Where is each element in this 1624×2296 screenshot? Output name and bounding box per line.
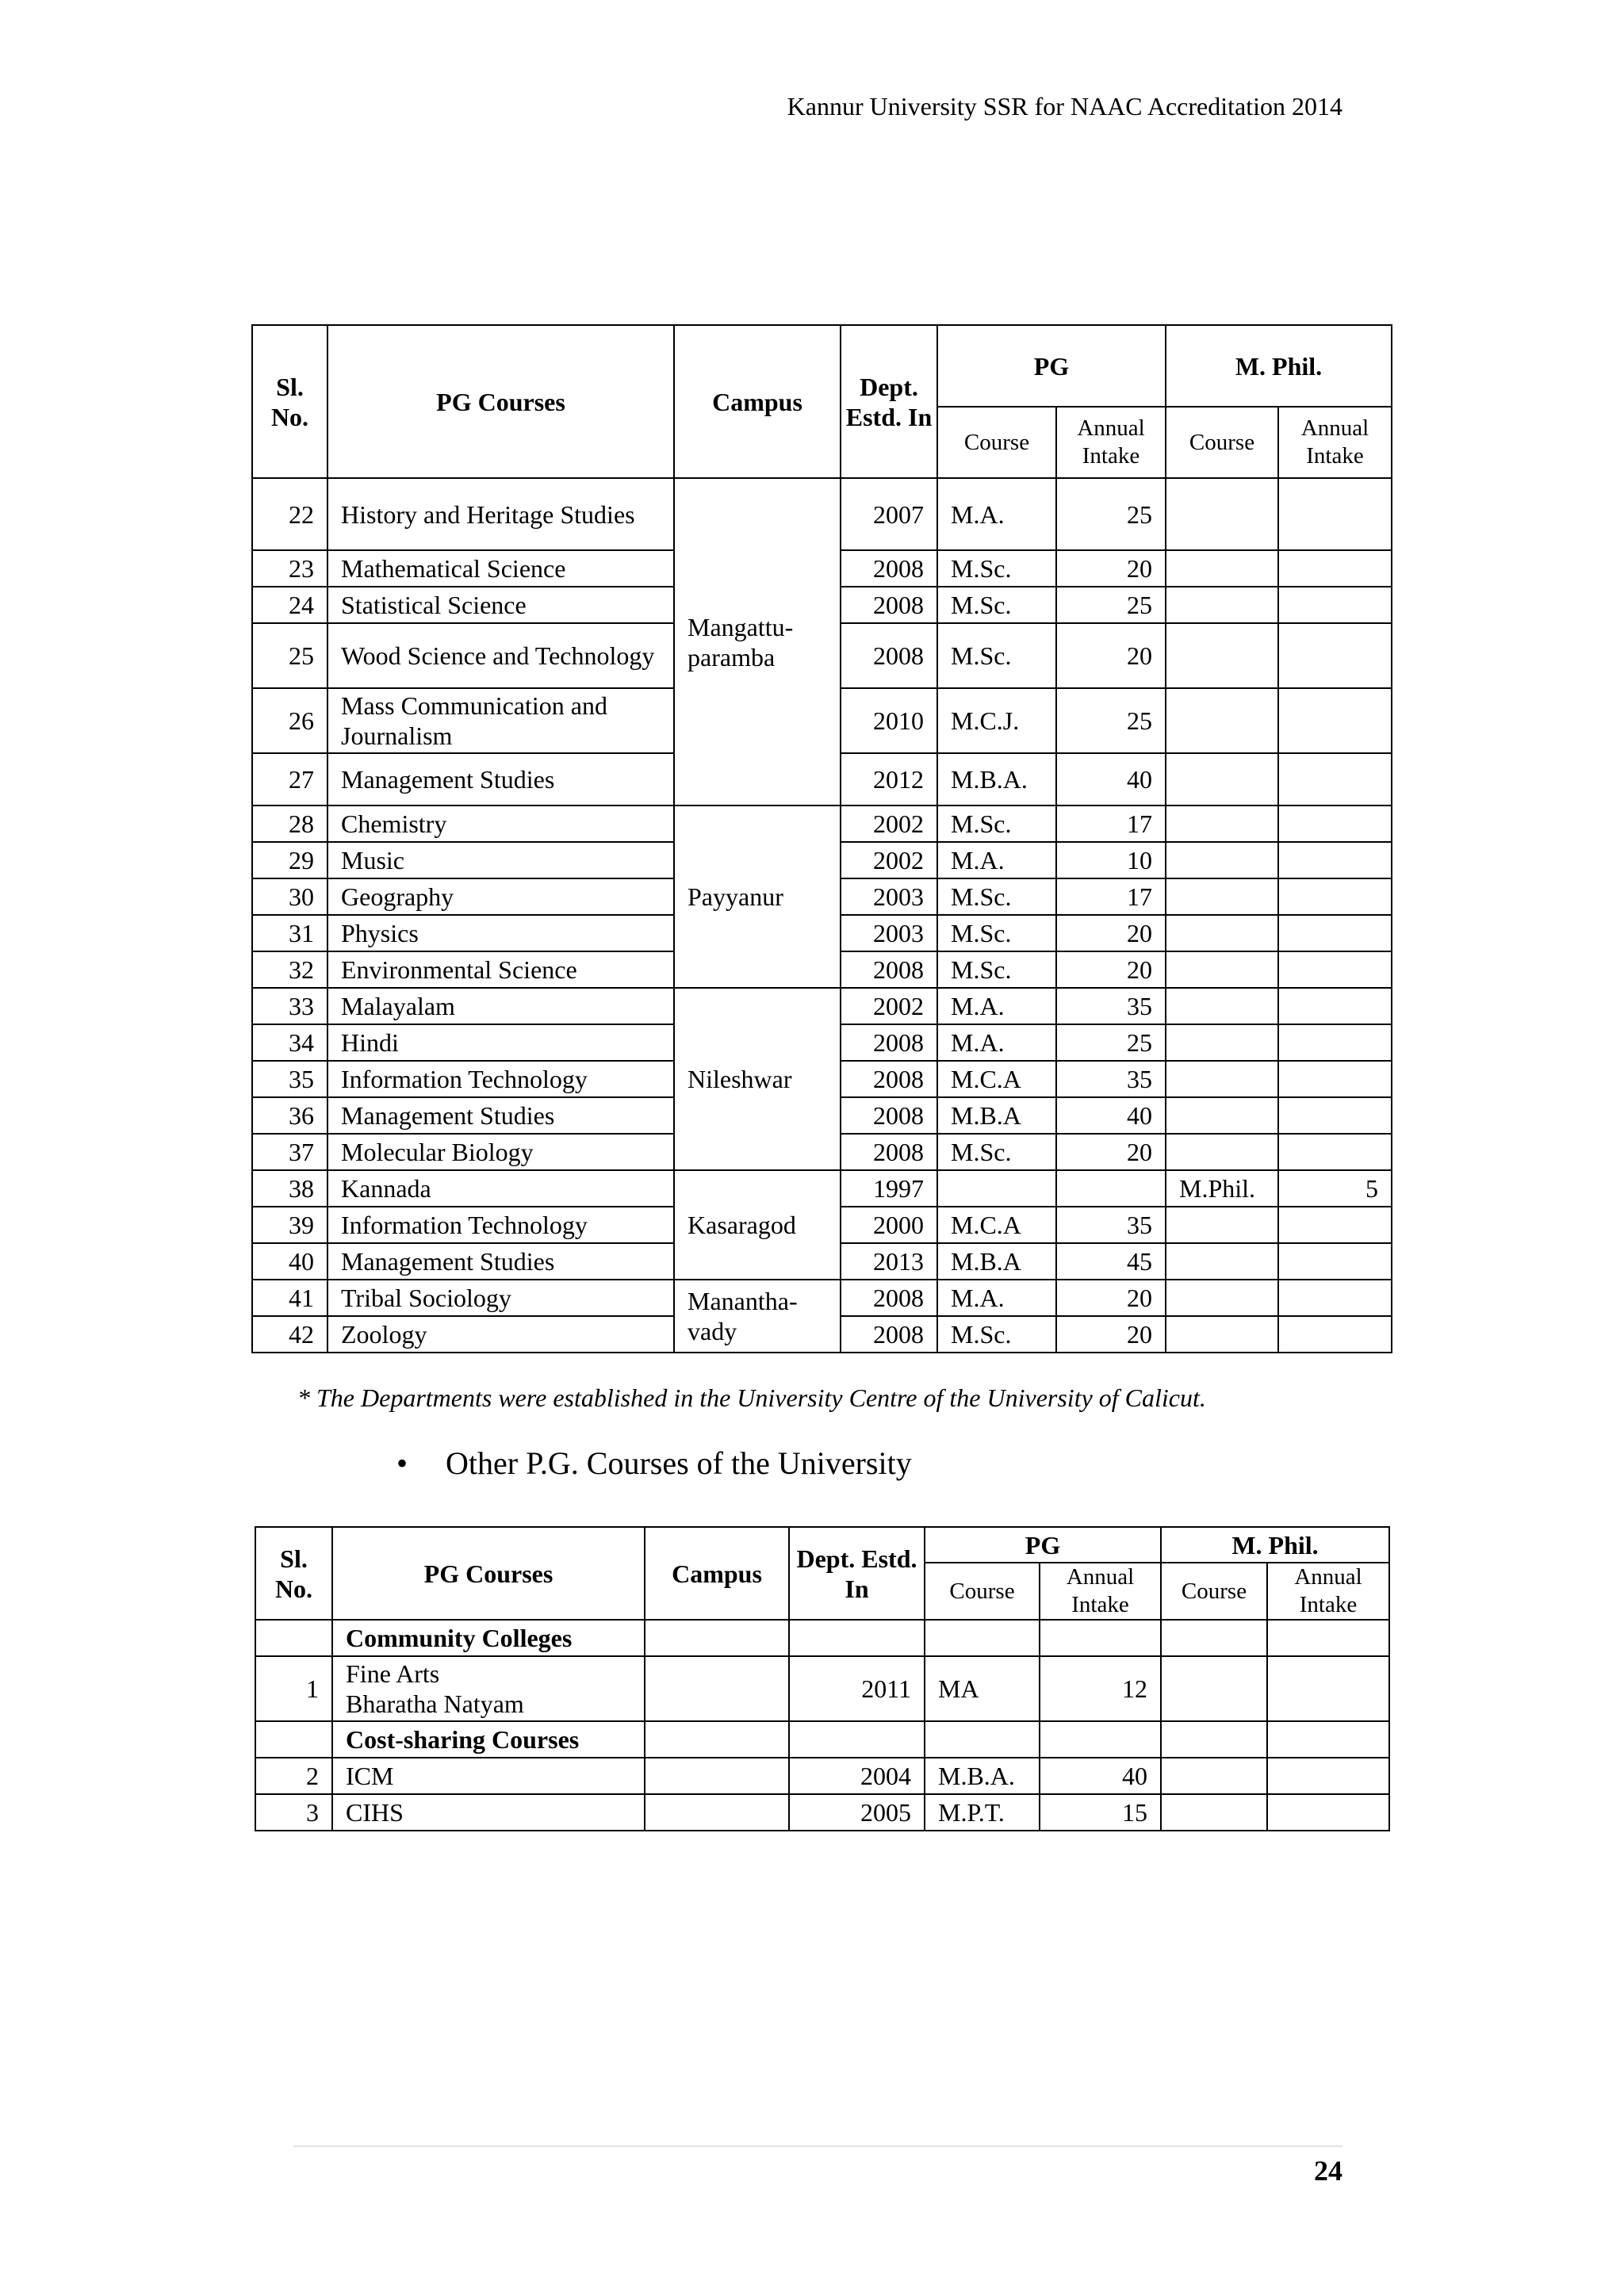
sl-no-cell: 38 xyxy=(252,1170,327,1207)
course-name-cell: Wood Science and Technology xyxy=(327,623,674,688)
header-dept-estd: Dept. Estd. In xyxy=(789,1527,925,1620)
course-name-cell: Fine Arts Bharatha Natyam xyxy=(332,1656,645,1721)
header-pg-courses: PG Courses xyxy=(327,325,674,478)
mphil-course-cell xyxy=(1166,951,1278,988)
campus-cell: Nileshwar xyxy=(674,988,841,1170)
pg-intake-cell: 20 xyxy=(1056,550,1166,587)
year-cell: 2011 xyxy=(789,1656,925,1721)
table-row xyxy=(252,1170,1392,1207)
year-cell: 2008 xyxy=(841,1024,937,1061)
sl-no-cell: 35 xyxy=(252,1061,327,1097)
course-name-cell: Hindi xyxy=(327,1024,674,1061)
page-number: 24 xyxy=(1314,2155,1342,2187)
course-name-cell: History and Heritage Studies xyxy=(327,478,674,550)
header-sl-no: Sl. No. xyxy=(252,325,327,478)
mphil-intake-cell xyxy=(1278,1097,1392,1134)
mphil-intake-cell xyxy=(1278,550,1392,587)
pg-intake-cell: 20 xyxy=(1056,951,1166,988)
mphil-intake-cell xyxy=(1278,1207,1392,1243)
header-campus: Campus xyxy=(674,325,841,478)
pg-course-cell: M.Sc. xyxy=(937,951,1056,988)
section-row xyxy=(255,1620,1389,1656)
mphil-course-cell xyxy=(1166,623,1278,688)
mphil-intake-cell xyxy=(1278,1280,1392,1316)
mphil-intake-cell xyxy=(1278,623,1392,688)
pg-intake-cell: 20 xyxy=(1056,1134,1166,1170)
mphil-course-cell xyxy=(1166,842,1278,878)
pg-course-cell: M.Sc. xyxy=(937,915,1056,951)
year-cell: 2010 xyxy=(841,688,937,753)
mphil-intake-cell xyxy=(1278,951,1392,988)
header-pg-course: Course xyxy=(937,407,1056,478)
pg-course-cell: M.A. xyxy=(937,478,1056,550)
pg-course-cell: M.A. xyxy=(937,1280,1056,1316)
header-pg-annual-intake: Annual Intake xyxy=(1040,1563,1161,1620)
year-cell: 2002 xyxy=(841,988,937,1024)
header-mphil-annual-intake: Annual Intake xyxy=(1278,407,1392,478)
course-name-cell: Tribal Sociology xyxy=(327,1280,674,1316)
footnote: * The Departments were established in the University Centre of the University of Calicut. xyxy=(297,1383,1206,1412)
campus-cell xyxy=(645,1656,789,1721)
year-cell: 2007 xyxy=(841,478,937,550)
header-mphil-course: Course xyxy=(1166,407,1278,478)
mphil-course-cell xyxy=(1166,1207,1278,1243)
campus-cell: Manantha- vady xyxy=(674,1280,841,1353)
course-name-cell: Geography xyxy=(327,878,674,915)
campus-cell: Mangattu- paramba xyxy=(674,478,841,806)
course-name-cell: Mathematical Science xyxy=(327,550,674,587)
section-label: Community Colleges xyxy=(332,1620,645,1656)
other-pg-courses-table xyxy=(255,1526,1390,1831)
bullet-text: Other P.G. Courses of the University xyxy=(446,1445,912,1481)
mphil-intake-cell xyxy=(1278,587,1392,623)
course-name-cell: Zoology xyxy=(327,1316,674,1353)
sl-no-cell: 3 xyxy=(255,1794,332,1831)
table-row xyxy=(252,478,1392,550)
course-name-cell: Environmental Science xyxy=(327,951,674,988)
pg-intake-cell: 25 xyxy=(1056,478,1166,550)
header-mphil: M. Phil. xyxy=(1166,325,1392,407)
mphil-course-cell xyxy=(1166,1134,1278,1170)
section-label: Cost-sharing Courses xyxy=(332,1721,645,1758)
mphil-intake-cell xyxy=(1278,1134,1392,1170)
table-row xyxy=(252,806,1392,842)
campus-cell: Kasaragod xyxy=(674,1170,841,1280)
header-pg-course: Course xyxy=(925,1563,1040,1620)
bullet-item xyxy=(396,1445,912,1482)
pg-intake-cell: 12 xyxy=(1040,1656,1161,1721)
table-row xyxy=(255,1758,1389,1794)
mphil-intake-cell xyxy=(1278,753,1392,806)
sl-no-cell: 41 xyxy=(252,1280,327,1316)
mphil-intake-cell: 5 xyxy=(1278,1170,1392,1207)
header-mphil-course: Course xyxy=(1161,1563,1267,1620)
mphil-course-cell xyxy=(1166,988,1278,1024)
pg-intake-cell: 35 xyxy=(1056,1207,1166,1243)
mphil-intake-cell xyxy=(1278,842,1392,878)
year-cell: 2005 xyxy=(789,1794,925,1831)
course-name-cell: Music xyxy=(327,842,674,878)
mphil-course-cell xyxy=(1161,1758,1267,1794)
mphil-intake-cell xyxy=(1278,1316,1392,1353)
header-pg: PG xyxy=(925,1527,1161,1563)
header-sl-no: Sl. No. xyxy=(255,1527,332,1620)
course-name-cell: Molecular Biology xyxy=(327,1134,674,1170)
sl-no-cell: 26 xyxy=(252,688,327,753)
sl-no-cell: 29 xyxy=(252,842,327,878)
pg-course-cell: M.Sc. xyxy=(937,587,1056,623)
pg-intake-cell: 20 xyxy=(1056,623,1166,688)
header-mphil: M. Phil. xyxy=(1161,1527,1389,1563)
course-name-cell: ICM xyxy=(332,1758,645,1794)
pg-intake-cell: 17 xyxy=(1056,878,1166,915)
sl-no-cell: 42 xyxy=(252,1316,327,1353)
mphil-course-cell xyxy=(1161,1656,1267,1721)
table-row xyxy=(255,1794,1389,1831)
pg-course-cell: M.A. xyxy=(937,842,1056,878)
mphil-course-cell xyxy=(1166,1097,1278,1134)
course-name-cell: Mass Communication and Journalism xyxy=(327,688,674,753)
pg-intake-cell: 17 xyxy=(1056,806,1166,842)
mphil-intake-cell xyxy=(1278,688,1392,753)
mphil-intake-cell xyxy=(1278,478,1392,550)
mphil-course-cell xyxy=(1166,1243,1278,1280)
course-name-cell: Kannada xyxy=(327,1170,674,1207)
header-pg-courses: PG Courses xyxy=(332,1527,645,1620)
pg-course-cell: M.C.A xyxy=(937,1207,1056,1243)
pg-courses-table xyxy=(251,324,1392,1353)
pg-course-cell: M.C.A xyxy=(937,1061,1056,1097)
course-name-cell: Management Studies xyxy=(327,1097,674,1134)
pg-course-cell: M.B.A. xyxy=(925,1758,1040,1794)
header-pg-annual-intake: Annual Intake xyxy=(1056,407,1166,478)
sl-no-cell: 34 xyxy=(252,1024,327,1061)
year-cell: 2008 xyxy=(841,1134,937,1170)
header-pg: PG xyxy=(937,325,1166,407)
pg-course-cell: M.A. xyxy=(937,1024,1056,1061)
course-name-cell: Chemistry xyxy=(327,806,674,842)
table-row xyxy=(255,1656,1389,1721)
page-header: Kannur University SSR for NAAC Accreditation 2014 xyxy=(787,92,1342,121)
mphil-course-cell xyxy=(1166,915,1278,951)
course-name-cell: Management Studies xyxy=(327,753,674,806)
year-cell: 2008 xyxy=(841,1280,937,1316)
year-cell: 2012 xyxy=(841,753,937,806)
pg-course-cell: M.Sc. xyxy=(937,623,1056,688)
header-mphil-annual-intake: Annual Intake xyxy=(1267,1563,1389,1620)
year-cell: 2002 xyxy=(841,806,937,842)
course-name-cell: Management Studies xyxy=(327,1243,674,1280)
campus-cell: Payyanur xyxy=(674,806,841,988)
year-cell: 2013 xyxy=(841,1243,937,1280)
year-cell: 2008 xyxy=(841,587,937,623)
pg-intake-cell: 15 xyxy=(1040,1794,1161,1831)
mphil-intake-cell xyxy=(1278,1061,1392,1097)
mphil-course-cell xyxy=(1166,1024,1278,1061)
sl-no-cell: 37 xyxy=(252,1134,327,1170)
course-name-cell: Physics xyxy=(327,915,674,951)
year-cell: 2008 xyxy=(841,951,937,988)
pg-intake-cell: 25 xyxy=(1056,1024,1166,1061)
year-cell: 2008 xyxy=(841,1061,937,1097)
course-name-cell: CIHS xyxy=(332,1794,645,1831)
sl-no-cell: 1 xyxy=(255,1656,332,1721)
sl-no-cell: 30 xyxy=(252,878,327,915)
pg-course-cell: M.C.J. xyxy=(937,688,1056,753)
year-cell: 2008 xyxy=(841,623,937,688)
pg-intake-cell: 25 xyxy=(1056,688,1166,753)
pg-intake-cell: 20 xyxy=(1056,1316,1166,1353)
sl-no-cell: 25 xyxy=(252,623,327,688)
year-cell: 2008 xyxy=(841,550,937,587)
sl-no-cell: 24 xyxy=(252,587,327,623)
course-name-cell: Information Technology xyxy=(327,1207,674,1243)
pg-course-cell: M.B.A xyxy=(937,1243,1056,1280)
table-row xyxy=(252,988,1392,1024)
mphil-course-cell: M.Phil. xyxy=(1166,1170,1278,1207)
year-cell: 2004 xyxy=(789,1758,925,1794)
year-cell: 2008 xyxy=(841,1097,937,1134)
mphil-intake-cell xyxy=(1267,1656,1389,1721)
campus-cell xyxy=(645,1794,789,1831)
sl-no-cell: 36 xyxy=(252,1097,327,1134)
mphil-course-cell xyxy=(1166,550,1278,587)
mphil-course-cell xyxy=(1166,1316,1278,1353)
year-cell: 2002 xyxy=(841,842,937,878)
year-cell: 2000 xyxy=(841,1207,937,1243)
sl-no-cell: 2 xyxy=(255,1758,332,1794)
pg-intake-cell: 10 xyxy=(1056,842,1166,878)
sl-no-cell: 23 xyxy=(252,550,327,587)
year-cell: 1997 xyxy=(841,1170,937,1207)
mphil-course-cell xyxy=(1166,1280,1278,1316)
mphil-intake-cell xyxy=(1278,915,1392,951)
pg-intake-cell: 20 xyxy=(1056,915,1166,951)
header-campus: Campus xyxy=(645,1527,789,1620)
footer-divider xyxy=(293,2145,1342,2147)
year-cell: 2003 xyxy=(841,915,937,951)
course-name-cell: Information Technology xyxy=(327,1061,674,1097)
sl-no-cell: 28 xyxy=(252,806,327,842)
mphil-intake-cell xyxy=(1278,806,1392,842)
campus-cell xyxy=(645,1758,789,1794)
section-row xyxy=(255,1721,1389,1758)
mphil-course-cell xyxy=(1161,1794,1267,1831)
pg-course-cell: M.Sc. xyxy=(937,1134,1056,1170)
bullet-icon: • xyxy=(396,1445,408,1481)
pg-course-cell: M.B.A. xyxy=(937,753,1056,806)
mphil-course-cell xyxy=(1166,806,1278,842)
pg-course-cell: M.Sc. xyxy=(937,1316,1056,1353)
pg-intake-cell: 35 xyxy=(1056,1061,1166,1097)
pg-intake-cell: 35 xyxy=(1056,988,1166,1024)
pg-course-cell: M.Sc. xyxy=(937,878,1056,915)
pg-intake-cell: 40 xyxy=(1040,1758,1161,1794)
mphil-course-cell xyxy=(1166,753,1278,806)
pg-intake-cell: 45 xyxy=(1056,1243,1166,1280)
sl-no-cell: 31 xyxy=(252,915,327,951)
sl-no-cell: 22 xyxy=(252,478,327,550)
pg-intake-cell: 20 xyxy=(1056,1280,1166,1316)
header-dept-estd: Dept. Estd. In xyxy=(841,325,937,478)
pg-course-cell: M.Sc. xyxy=(937,806,1056,842)
pg-course-cell xyxy=(937,1170,1056,1207)
mphil-intake-cell xyxy=(1267,1794,1389,1831)
mphil-intake-cell xyxy=(1278,1024,1392,1061)
sl-no-cell: 32 xyxy=(252,951,327,988)
mphil-course-cell xyxy=(1166,478,1278,550)
year-cell: 2003 xyxy=(841,878,937,915)
sl-no-cell: 39 xyxy=(252,1207,327,1243)
pg-course-cell: M.P.T. xyxy=(925,1794,1040,1831)
mphil-course-cell xyxy=(1166,878,1278,915)
mphil-course-cell xyxy=(1166,587,1278,623)
pg-intake-cell xyxy=(1056,1170,1166,1207)
pg-course-cell: M.A. xyxy=(937,988,1056,1024)
pg-course-cell: M.B.A xyxy=(937,1097,1056,1134)
year-cell: 2008 xyxy=(841,1316,937,1353)
mphil-course-cell xyxy=(1166,1061,1278,1097)
pg-course-cell: M.Sc. xyxy=(937,550,1056,587)
mphil-intake-cell xyxy=(1267,1758,1389,1794)
sl-no-cell: 27 xyxy=(252,753,327,806)
course-name-cell: Malayalam xyxy=(327,988,674,1024)
sl-no-cell: 40 xyxy=(252,1243,327,1280)
mphil-intake-cell xyxy=(1278,1243,1392,1280)
table-row xyxy=(252,1280,1392,1316)
sl-no-cell: 33 xyxy=(252,988,327,1024)
pg-intake-cell: 40 xyxy=(1056,1097,1166,1134)
mphil-intake-cell xyxy=(1278,988,1392,1024)
pg-course-cell: MA xyxy=(925,1656,1040,1721)
pg-intake-cell: 40 xyxy=(1056,753,1166,806)
pg-intake-cell: 25 xyxy=(1056,587,1166,623)
mphil-intake-cell xyxy=(1278,878,1392,915)
course-name-cell: Statistical Science xyxy=(327,587,674,623)
mphil-course-cell xyxy=(1166,688,1278,753)
